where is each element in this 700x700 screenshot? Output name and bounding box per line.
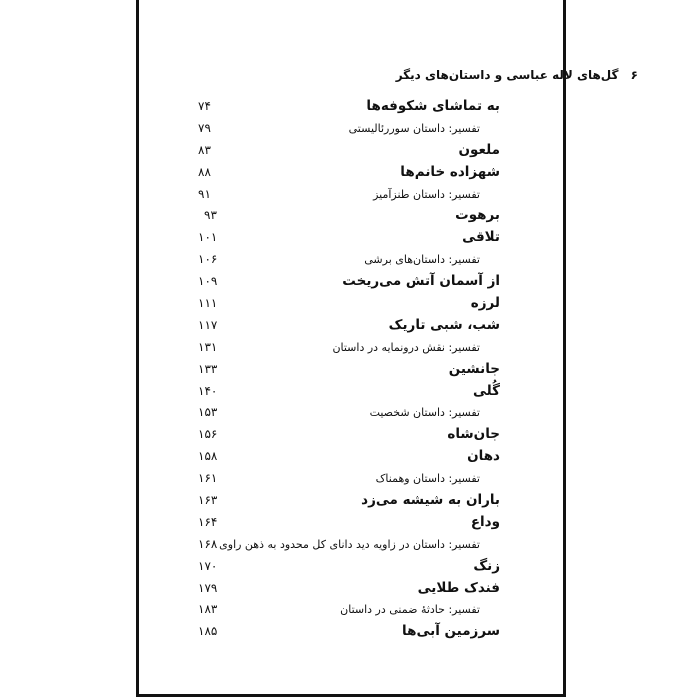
entry-title: تلاقی: [462, 229, 500, 246]
entry-title: تفسیر: داستان وهمناک: [375, 472, 480, 486]
entry-page-number: ۸۳: [198, 142, 211, 157]
entry-page-number: ۱۱۱: [198, 296, 218, 311]
toc-chapter-entry: [198, 424, 500, 446]
toc-chapter-entry: [198, 512, 500, 534]
entry-title: وداع: [470, 513, 500, 530]
entry-page-number: ۱۳۳: [198, 361, 218, 376]
toc-chapter-entry: [198, 381, 500, 403]
toc-chapter-entry: [198, 293, 500, 315]
entry-page-number: ۱۰۶: [198, 252, 218, 267]
entry-page-number: ۱۵۶: [198, 427, 218, 442]
entry-title: دهان: [467, 448, 500, 465]
toc-chapter-entry: [198, 446, 500, 468]
entry-title: تفسیر: داستان در زاویه دید دانای کل محدود به ذهن راوی: [219, 537, 480, 551]
entry-page-number: ۷۹: [198, 120, 211, 135]
toc-chapter-entry: [198, 205, 500, 227]
entry-page-number: ۱۶۱: [198, 471, 218, 486]
entry-page-number: ۹۱: [198, 186, 211, 201]
entry-page-number: ۱۵۳: [198, 405, 218, 420]
toc-chapter-entry: [198, 162, 500, 184]
entry-page-number: ۱۱۷: [198, 317, 218, 332]
entry-title: لرزه: [470, 295, 500, 312]
entry-page-number: ۱۷۹: [198, 580, 218, 595]
entry-title: سرزمین آبی‌ها: [402, 623, 500, 640]
entry-title: از آسمان آتش می‌ریخت: [342, 273, 500, 290]
entry-page-number: ۷۴: [198, 99, 211, 113]
entry-page-number: ۱۶۳: [198, 493, 218, 508]
entry-title: گُلی: [472, 382, 500, 399]
toc-commentary-entry: [198, 337, 500, 359]
entry-page-number: ۱۳۱: [198, 339, 218, 354]
toc-commentary-entry: [198, 118, 500, 140]
entry-page-number: ۱۶۸: [198, 536, 218, 551]
toc-commentary-entry: [198, 468, 500, 490]
entry-title: فندک طلایی: [417, 579, 500, 596]
entry-title: تفسیر: داستان طنزآمیز: [373, 187, 480, 201]
entry-page-number: ۱۷۰: [198, 558, 218, 573]
entry-title: تفسیر: داستان شخصیت: [369, 406, 480, 420]
entry-title: به تماشای شکوفه‌ها: [366, 98, 500, 114]
entry-page-number: ۱۸۳: [198, 602, 218, 617]
entry-page-number: ۱۴۰: [198, 383, 218, 398]
entry-title: شهزاده خانم‌ها: [400, 163, 500, 180]
entry-title: زنگ: [473, 557, 500, 574]
entry-title: تفسیر: حادثهٔ ضمنی در داستان: [340, 603, 480, 617]
table-of-contents: [198, 96, 500, 643]
entry-title: جانشین: [448, 360, 500, 377]
toc-chapter-entry: [198, 227, 500, 249]
toc-commentary-entry: [198, 249, 500, 271]
header-book-title: گل‌های لاله عباسی و داستان‌های دیگر: [395, 68, 619, 82]
entry-page-number: ۱۰۱: [198, 230, 218, 245]
entry-title: تفسیر: داستان سوررئالیستی: [348, 121, 480, 135]
entry-page-number: ۱۶۴: [198, 514, 218, 529]
running-header: [396, 68, 638, 82]
entry-title: شب، شبی تاریک: [388, 316, 500, 333]
toc-chapter-entry: [198, 490, 500, 512]
entry-title: برهوت: [455, 207, 500, 224]
entry-title: جان‌شاه: [447, 426, 500, 443]
entry-title: ملعون: [458, 141, 500, 158]
toc-commentary-entry: [198, 184, 500, 206]
toc-chapter-entry: [198, 140, 500, 162]
entry-page-number: ۸۸: [198, 164, 211, 179]
toc-chapter-entry: [198, 96, 500, 118]
toc-chapter-entry: [198, 271, 500, 293]
toc-chapter-entry: [198, 621, 500, 643]
entry-page-number: ۱۵۸: [198, 449, 218, 464]
toc-commentary-entry: [198, 599, 500, 621]
toc-chapter-entry: [198, 359, 500, 381]
toc-commentary-entry: [198, 402, 500, 424]
toc-commentary-entry: [198, 534, 500, 556]
entry-page-number: ۹۳: [204, 208, 217, 223]
entry-page-number: ۱۸۵: [198, 624, 218, 639]
toc-chapter-entry: [198, 578, 500, 600]
toc-chapter-entry: [198, 315, 500, 337]
entry-title: باران به شیشه می‌زد: [361, 492, 500, 509]
toc-chapter-entry: [198, 556, 500, 578]
entry-page-number: ۱۰۹: [198, 274, 218, 289]
header-page-number: ۶: [630, 68, 638, 82]
entry-title: تفسیر: داستان‌های برشی: [364, 253, 480, 267]
entry-title: تفسیر: نقش درونمایه در داستان: [332, 340, 480, 354]
